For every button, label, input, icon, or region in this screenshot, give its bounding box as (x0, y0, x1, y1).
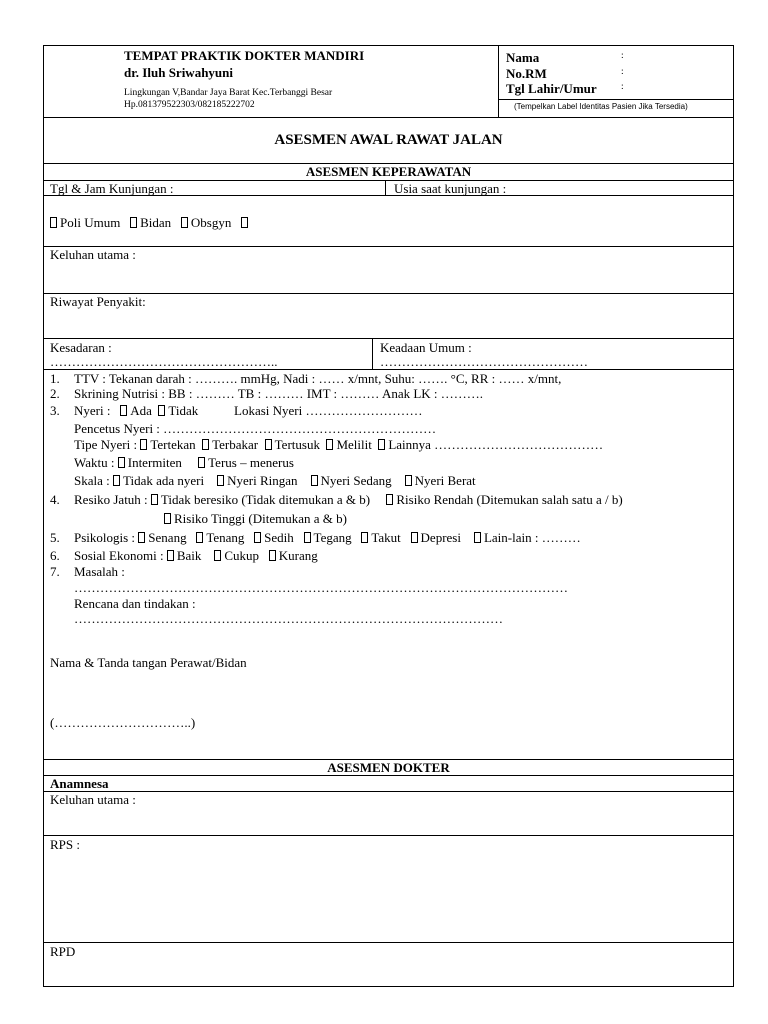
nyeri-sedang-checkbox[interactable] (311, 475, 318, 486)
item-number: 3. (50, 403, 60, 418)
option-label: Risiko Tinggi (Ditemukan a & b) (174, 511, 347, 526)
lokasi-nyeri: Lokasi Nyeri ……………………… (234, 403, 423, 418)
option-label: Lainnya ………………………………… (388, 437, 604, 452)
option-label: Tegang (313, 530, 352, 545)
rencana-dots: ……………………………………………………………………………………… (74, 611, 503, 626)
rps-label: RPS : (50, 837, 80, 852)
tipe-nyeri-line (74, 438, 603, 451)
patient-rm-label: No.RM (506, 66, 547, 81)
risiko-rendah-checkbox[interactable] (386, 494, 393, 505)
sosial-line (74, 549, 318, 562)
tidak-beresiko-checkbox[interactable] (151, 494, 158, 505)
pencetus-line: Pencetus Nyeri : ……………………………………………………… (74, 421, 437, 436)
terbakar-checkbox[interactable] (202, 439, 209, 450)
nyeri-tidak-checkbox[interactable] (158, 405, 165, 416)
nyeri-ada-label: Ada (130, 403, 152, 418)
bidan-label: Bidan (140, 215, 172, 230)
divider (44, 835, 733, 836)
option-label: Terbakar (212, 437, 259, 452)
patient-dob-label: Tgl Lahir/Umur (506, 81, 597, 96)
skala-line (74, 474, 476, 487)
masalah-dots: …………………………………………………………………………………………………… (74, 580, 568, 595)
patient-name-label: Nama (506, 50, 540, 65)
risiko-tinggi-checkbox[interactable] (164, 513, 171, 524)
tenang-checkbox[interactable] (196, 532, 203, 543)
option-label: Risiko Rendah (Ditemukan salah satu a / b) (396, 492, 623, 507)
obsgyn-label: Obsgyn (190, 215, 232, 230)
item-number: 7. (50, 564, 60, 579)
divider (44, 775, 733, 776)
melilit-checkbox[interactable] (326, 439, 333, 450)
psikologis-label: Psikologis : (74, 530, 136, 545)
risiko-tinggi-line (164, 512, 347, 525)
rpd-label: RPD (50, 944, 76, 959)
nyeri-tidak-label: Tidak (168, 403, 199, 418)
kesadaran-dots: …………………………………………….. (50, 354, 278, 369)
poli-umum-checkbox[interactable] (50, 217, 57, 228)
option-label: Nyeri Sedang (320, 473, 392, 488)
waktu-line (74, 456, 294, 469)
divider (385, 180, 386, 195)
option-label: Intermiten (127, 455, 182, 470)
visit-date-label: Tgl & Jam Kunjungan : (50, 181, 174, 196)
poli-umum-label: Poli Umum (60, 215, 121, 230)
nyeri-line (74, 404, 423, 417)
bidan-checkbox[interactable] (130, 217, 137, 228)
masalah-label: Masalah : (74, 564, 125, 579)
baik-checkbox[interactable] (167, 550, 174, 561)
clinic-name: TEMPAT PRAKTIK DOKTER MANDIRI (124, 48, 365, 63)
item-number: 5. (50, 530, 60, 545)
colon: : (621, 67, 624, 77)
divider (44, 369, 733, 370)
signature-line: (…………………………..) (50, 715, 196, 730)
age-label: Usia saat kunjungan : (394, 181, 507, 196)
kesadaran-label: Kesadaran : (50, 340, 112, 355)
option-label: Nyeri Berat (414, 473, 476, 488)
extra-checkbox[interactable] (241, 217, 248, 228)
clinic-phone: Hp.081379522303/082185222702 (124, 100, 255, 110)
option-label: Melilit (336, 437, 372, 452)
form-title: ASESMEN AWAL RAWAT JALAN (274, 132, 503, 148)
cukup-checkbox[interactable] (214, 550, 221, 561)
option-label: Tertekan (150, 437, 196, 452)
divider (44, 246, 733, 247)
option-label: Terus – menerus (208, 455, 294, 470)
senang-checkbox[interactable] (138, 532, 145, 543)
intermiten-checkbox[interactable] (118, 457, 125, 468)
sedih-checkbox[interactable] (254, 532, 261, 543)
assessment-form (43, 45, 734, 987)
sosial-label: Sosial Ekonomi : (74, 548, 164, 563)
resiko-label: Resiko Jatuh : (74, 492, 148, 507)
anamnesa-label: Anamnesa (50, 776, 109, 791)
takut-checkbox[interactable] (361, 532, 368, 543)
signature-label: Nama & Tanda tangan Perawat/Bidan (50, 655, 247, 670)
ttv-line: TTV : Tekanan darah : ………. mmHg, Nadi : …… x/mnt, Suhu: ……. °C, RR : …… x/mnt, (74, 371, 562, 386)
divider (44, 942, 733, 943)
option-label: Tenang (206, 530, 245, 545)
poli-options (50, 216, 251, 229)
option-label: Tertusuk (274, 437, 320, 452)
divider (44, 117, 733, 118)
item-number: 4. (50, 492, 60, 507)
option-label: Baik (176, 548, 202, 563)
keadaan-dots: ………………………………………… (380, 354, 588, 369)
option-label: Tidak beresiko (Tidak ditemukan a & b) (160, 492, 371, 507)
keluhan-label: Keluhan utama : (50, 247, 136, 262)
keadaan-label: Keadaan Umum : (380, 340, 472, 355)
label-note-divider (498, 99, 733, 100)
nyeri-label: Nyeri : (74, 403, 111, 418)
skala-label: Skala : (74, 473, 110, 488)
nyeri-berat-checkbox[interactable] (405, 475, 412, 486)
nyeri-ringan-checkbox[interactable] (217, 475, 224, 486)
divider (44, 293, 733, 294)
nutrition-line: Skrining Nutrisi : BB : ……… TB : ……… IMT : ……… Anak LK : ………. (74, 386, 484, 401)
nyeri-ada-checkbox[interactable] (120, 405, 127, 416)
colon: : (621, 82, 624, 92)
obsgyn-checkbox[interactable] (181, 217, 188, 228)
lainnya-checkbox[interactable] (378, 439, 385, 450)
divider (372, 338, 373, 369)
tidak-ada-nyeri-checkbox[interactable] (113, 475, 120, 486)
colon: : (621, 51, 624, 61)
option-label: Takut (371, 530, 401, 545)
tertekan-checkbox[interactable] (140, 439, 147, 450)
resiko-line (74, 493, 623, 506)
item-number: 6. (50, 548, 60, 563)
rencana-label: Rencana dan tindakan : (74, 596, 196, 611)
option-label: Senang (148, 530, 187, 545)
option-label: Nyeri Ringan (227, 473, 298, 488)
waktu-label: Waktu : (74, 455, 115, 470)
item-number: 2. (50, 386, 60, 401)
option-label: Sedih (264, 530, 294, 545)
tegang-checkbox[interactable] (304, 532, 311, 543)
option-label: Depresi (420, 530, 461, 545)
doctor-heading: ASESMEN DOKTER (327, 760, 450, 775)
divider (44, 338, 733, 339)
lain-lain-checkbox[interactable] (474, 532, 481, 543)
doctor-name: dr. Iluh Sriwahyuni (124, 65, 233, 80)
depresi-checkbox[interactable] (411, 532, 418, 543)
option-label: Tidak ada nyeri (123, 473, 205, 488)
kurang-checkbox[interactable] (269, 550, 276, 561)
tipe-label: Tipe Nyeri : (74, 437, 138, 452)
option-label: Lain-lain : ……… (483, 530, 581, 545)
label-note: (Tempelkan Label Identitas Pasien Jika Tersedia) (514, 102, 688, 111)
tertusuk-checkbox[interactable] (265, 439, 272, 450)
doctor-keluhan-label: Keluhan utama : (50, 792, 136, 807)
divider (44, 791, 733, 792)
header-divider (498, 46, 499, 117)
option-label: Cukup (224, 548, 260, 563)
psikologis-line (74, 531, 581, 544)
riwayat-label: Riwayat Penyakit: (50, 294, 146, 309)
option-label: Kurang (278, 548, 318, 563)
clinic-address: Lingkungan V,Bandar Jaya Barat Kec.Terbanggi Besar (124, 88, 333, 98)
item-number: 1. (50, 371, 60, 386)
divider (44, 195, 733, 196)
terus-checkbox[interactable] (198, 457, 205, 468)
nursing-heading: ASESMEN KEPERAWATAN (305, 164, 472, 179)
